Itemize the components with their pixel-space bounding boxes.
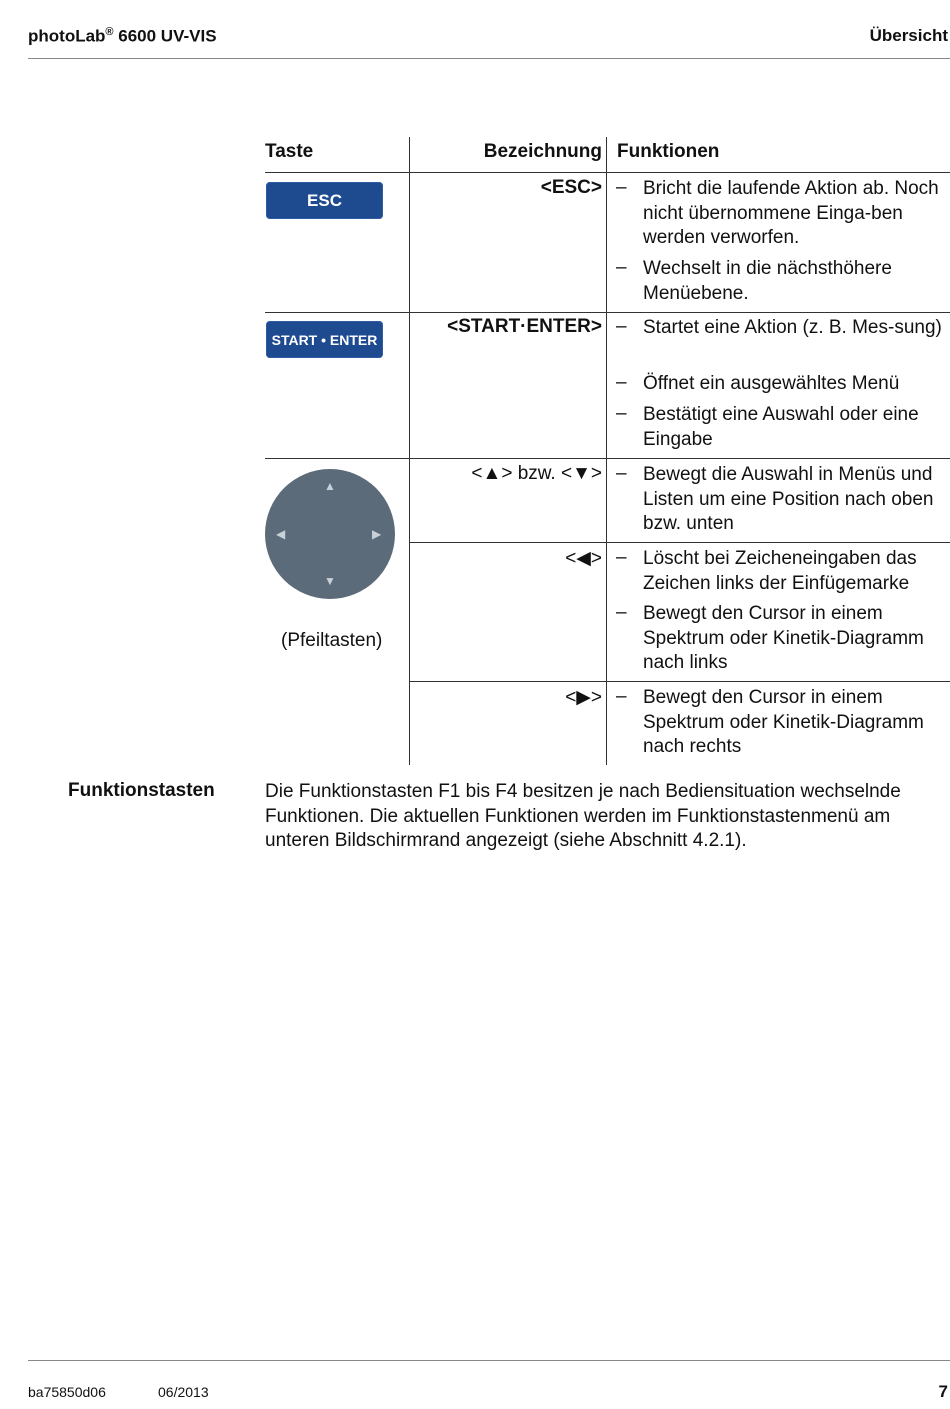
row-divider xyxy=(409,681,950,682)
footer-rule xyxy=(28,1360,950,1361)
section-title: Übersicht xyxy=(869,26,948,45)
right-function-1: Bewegt den Cursor in einem Spektrum oder Kinetik-Diagramm nach rechts xyxy=(643,687,924,757)
table-header-rule xyxy=(265,172,950,173)
list-dash: – xyxy=(616,177,627,198)
start-function-2: Öffnet ein ausgewähltes Menü xyxy=(643,373,900,394)
column-header-funktionen: Funktionen xyxy=(617,141,720,162)
list-dash: – xyxy=(616,602,627,623)
model-name: 6600 UV-VIS xyxy=(118,26,217,46)
right-key-name: <▶> xyxy=(565,687,602,708)
arrow-keys-image xyxy=(265,469,395,599)
product-name: photoLab xyxy=(28,26,106,46)
updown-function-1: Bewegt die Auswahl in Menüs und Listen um eine Position nach oben bzw. unten xyxy=(643,464,934,534)
start-enter-key-name: <START·ENTER> xyxy=(447,316,602,337)
start-function-3: Bestätigt eine Auswahl oder eine Eingabe xyxy=(643,404,919,450)
page-number: 7 xyxy=(938,1382,948,1401)
document-id: ba75850d06 xyxy=(28,1384,106,1400)
list-dash: – xyxy=(616,547,627,568)
list-dash: – xyxy=(616,463,627,484)
esc-function-1: Bricht die laufende Aktion ab. Noch nicht übernommene Einga-ben werden verworfen. xyxy=(643,178,939,248)
list-dash: – xyxy=(616,686,627,707)
function-keys-heading: Funktionstasten xyxy=(68,780,215,801)
arrow-keys-caption: (Pfeiltasten) xyxy=(281,630,383,651)
column-divider-2 xyxy=(606,137,607,765)
left-function-2: Bewegt den Cursor in einem Spektrum oder Kinetik-Diagramm nach links xyxy=(643,603,924,673)
list-dash: – xyxy=(616,403,627,424)
esc-function-2: Wechselt in die nächsthöhere Menüebene. xyxy=(643,258,892,304)
arrow-down-icon: ▼ xyxy=(324,574,336,588)
column-header-taste: Taste xyxy=(265,141,314,162)
function-keys-text: Die Funktionstasten F1 bis F4 besitzen je nach Bediensituation wechselnde Funktionen. Die aktuellen Funktionen werden im Funktionstastenmenü am unteren Bildschirmrand angezeigt (siehe Abschnitt 4.2.1). xyxy=(265,781,901,851)
row-divider xyxy=(409,542,950,543)
header-title xyxy=(28,26,217,47)
arrow-up-icon: ▲ xyxy=(324,479,336,493)
esc-key-image: ESC xyxy=(266,182,383,219)
arrow-right-icon: ▶ xyxy=(372,527,382,541)
registered-mark: ® xyxy=(105,26,114,38)
arrow-left-icon: ◀ xyxy=(276,527,286,541)
document-date: 06/2013 xyxy=(158,1384,209,1400)
column-header-bezeichnung: Bezeichnung xyxy=(483,141,602,162)
row-divider xyxy=(265,458,950,459)
header-rule xyxy=(28,58,950,59)
row-divider xyxy=(265,312,950,313)
updown-key-name: <▲> bzw. <▼> xyxy=(471,463,602,484)
start-enter-key-image: START • ENTER xyxy=(266,321,383,358)
left-function-1: Löscht bei Zeicheneingaben das Zeichen links der Einfügemarke xyxy=(643,548,917,594)
list-dash: – xyxy=(616,257,627,278)
list-dash: – xyxy=(616,372,627,393)
column-divider-1 xyxy=(409,137,410,765)
left-key-name: <◀> xyxy=(565,548,602,569)
esc-key-name: <ESC> xyxy=(540,177,602,198)
list-dash: – xyxy=(616,316,627,337)
start-function-1: Startet eine Aktion (z. B. Mes-sung) xyxy=(643,317,942,338)
